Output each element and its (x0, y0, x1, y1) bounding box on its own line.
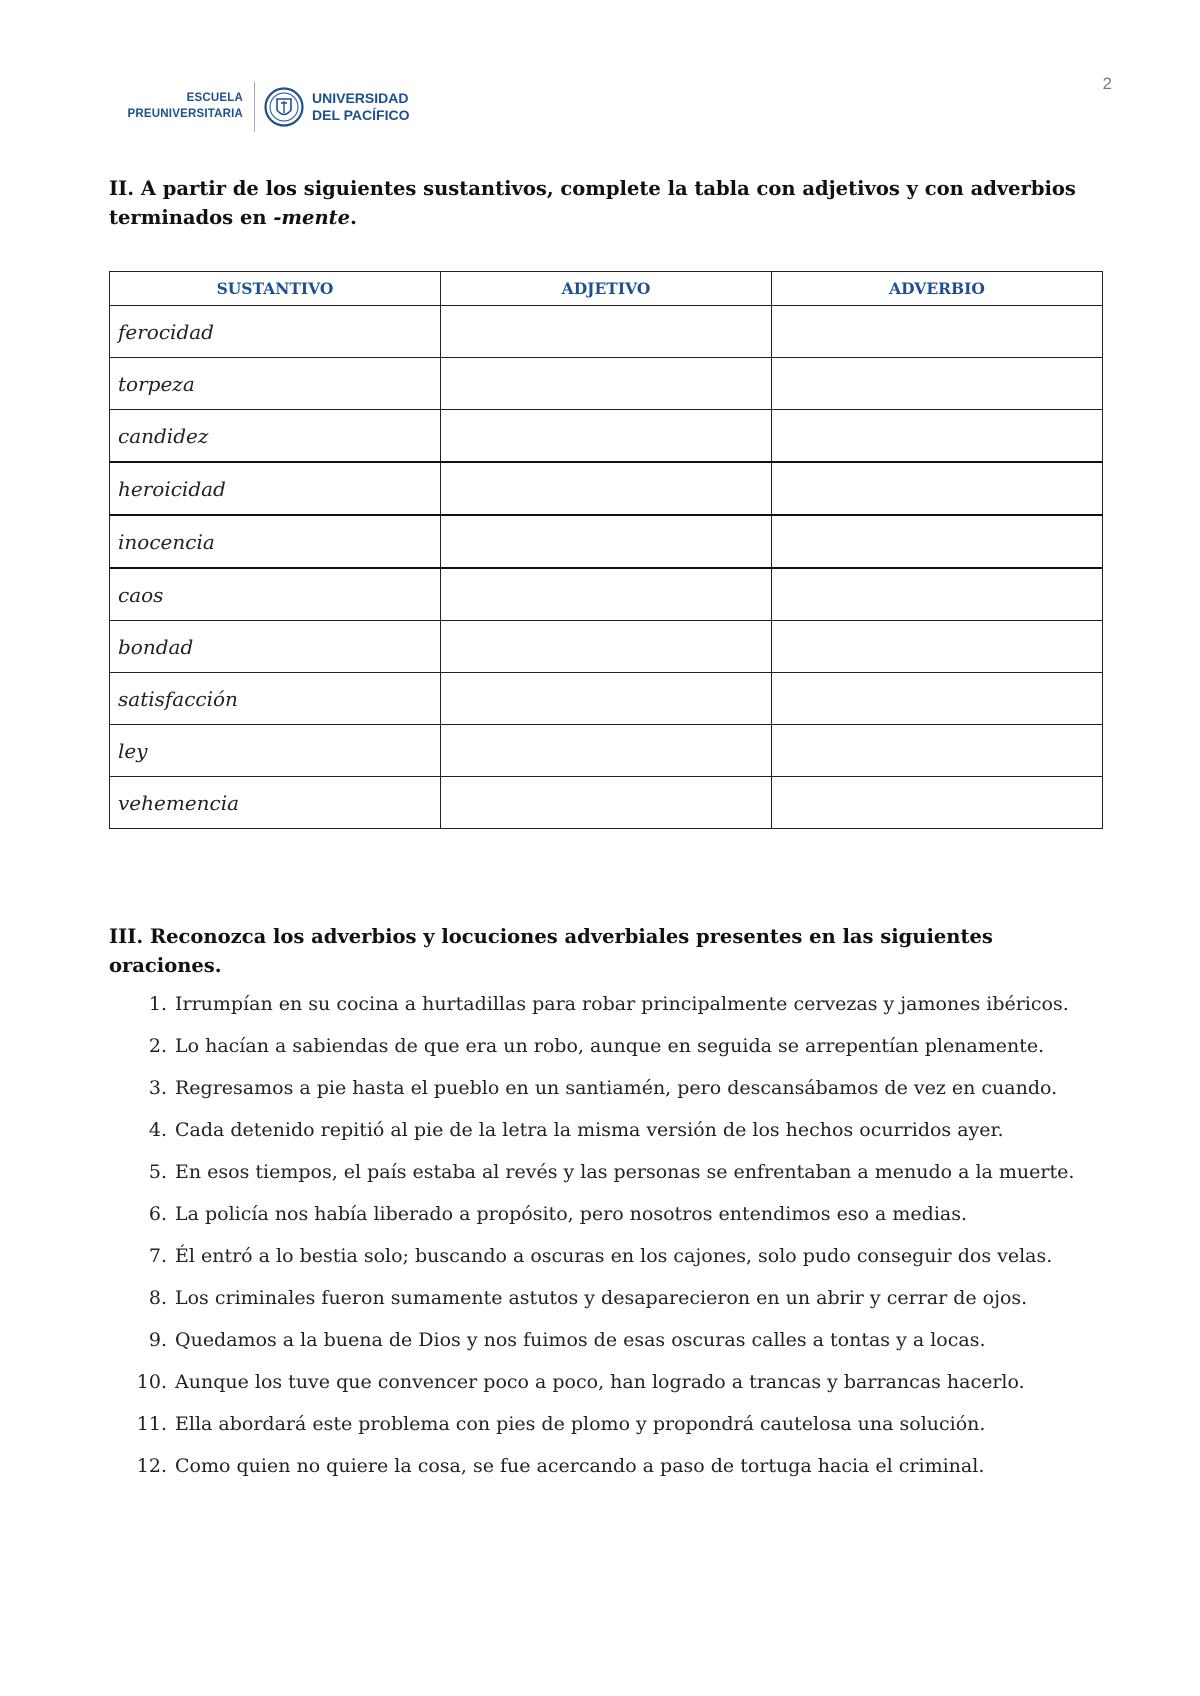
sentence-number: 3. (148, 1077, 167, 1099)
sentence-number: 2. (148, 1035, 167, 1057)
noun-cell: satisfacción (110, 673, 441, 725)
table-row (110, 515, 1103, 568)
noun-cell: ferocidad (110, 306, 441, 358)
sentence-text: Aunque los tuve que convencer poco a poco, han logrado a trancas y barrancas hacerlo. (175, 1371, 1025, 1393)
sentence-number: 7. (148, 1245, 167, 1267)
sentence-number: 8. (148, 1287, 167, 1309)
adjective-answer-cell[interactable] (441, 777, 772, 829)
sentence-number: 1. (148, 993, 167, 1015)
sentence-number: 4. (148, 1119, 167, 1141)
list-item (109, 1237, 1099, 1279)
table-row (110, 621, 1103, 673)
adverb-answer-cell[interactable] (772, 358, 1103, 410)
adverb-answer-cell[interactable] (772, 777, 1103, 829)
sentence-text: Como quien no quiere la cosa, se fue acercando a paso de tortuga hacia el criminal. (175, 1455, 985, 1477)
table-row (110, 725, 1103, 777)
adjective-answer-cell[interactable] (441, 358, 772, 410)
list-item (109, 1153, 1099, 1195)
adverb-answer-cell[interactable] (772, 515, 1103, 568)
sentence-list (109, 985, 1099, 1489)
word-formation-table (109, 271, 1103, 829)
sentence-text: Irrumpían en su cocina a hurtadillas para robar principalmente cervezas y jamones ibéricos. (175, 993, 1069, 1015)
adjective-answer-cell[interactable] (441, 410, 772, 463)
list-item (109, 1069, 1099, 1111)
list-item (109, 1405, 1099, 1447)
logo-right-line1: UNIVERSIDAD (312, 90, 409, 106)
adverb-answer-cell[interactable] (772, 568, 1103, 621)
sentence-number: 9. (148, 1329, 167, 1351)
adverb-answer-cell[interactable] (772, 621, 1103, 673)
table-header-row (110, 272, 1103, 306)
list-item (109, 1027, 1099, 1069)
section-ii-heading-suffix: -mente (273, 206, 351, 229)
noun-cell: caos (110, 568, 441, 621)
sentence-text: Regresamos a pie hasta el pueblo en un santiamén, pero descansábamos de vez en cuando. (175, 1077, 1058, 1099)
table-row (110, 410, 1103, 463)
sentence-text: Quedamos a la buena de Dios y nos fuimos de esas oscuras calles a tontas y a locas. (175, 1329, 986, 1351)
page-number: 2 (1102, 74, 1112, 93)
list-item (109, 1363, 1099, 1405)
sentence-number: 5. (148, 1161, 167, 1183)
section-ii-heading (109, 174, 1089, 232)
sentence-text: Él entró a lo bestia solo; buscando a oscuras en los cajones, solo pudo conseguir dos velas. (175, 1245, 1053, 1267)
sentence-number: 11. (136, 1413, 167, 1435)
list-item (109, 985, 1099, 1027)
adjective-answer-cell[interactable] (441, 306, 772, 358)
column-header-sustantivo: SUSTANTIVO (110, 272, 441, 306)
noun-cell: bondad (110, 621, 441, 673)
logo-school-name (118, 90, 243, 122)
adverb-answer-cell[interactable] (772, 306, 1103, 358)
table-row (110, 568, 1103, 621)
section-ii-heading-end: . (350, 206, 357, 229)
logo-left-line2: PREUNIVERSITARIA (127, 108, 243, 120)
list-item (109, 1279, 1099, 1321)
table-row (110, 358, 1103, 410)
sentence-text: Cada detenido repitió al pie de la letra la misma versión de los hechos ocurridos ayer. (175, 1119, 1004, 1141)
table-row (110, 777, 1103, 829)
adjective-answer-cell[interactable] (441, 462, 772, 515)
list-item (109, 1195, 1099, 1237)
table-row (110, 462, 1103, 515)
sentence-number: 6. (148, 1203, 167, 1225)
list-item (109, 1111, 1099, 1153)
adverb-answer-cell[interactable] (772, 462, 1103, 515)
noun-cell: inocencia (110, 515, 441, 568)
sentence-number: 10. (136, 1371, 167, 1393)
column-header-adjetivo: ADJETIVO (441, 272, 772, 306)
table-row (110, 306, 1103, 358)
adjective-answer-cell[interactable] (441, 568, 772, 621)
adverb-answer-cell[interactable] (772, 410, 1103, 463)
list-item (109, 1321, 1099, 1363)
sentence-text: En esos tiempos, el país estaba al revés y las personas se enfrentaban a menudo a la muerte. (175, 1161, 1075, 1183)
adverb-answer-cell[interactable] (772, 673, 1103, 725)
section-iii-heading: III. Reconozca los adverbios y locuciones adverbiales presentes en las siguientes oraciones. (109, 925, 993, 977)
university-logo (118, 80, 418, 136)
logo-divider (254, 82, 255, 132)
adjective-answer-cell[interactable] (441, 515, 772, 568)
adverb-answer-cell[interactable] (772, 725, 1103, 777)
list-item (109, 1447, 1099, 1489)
sentence-text: Ella abordará este problema con pies de plomo y propondrá cautelosa una solución. (175, 1413, 986, 1435)
logo-right-line2: DEL PACÍFICO (312, 107, 410, 123)
noun-cell: torpeza (110, 358, 441, 410)
table-row (110, 673, 1103, 725)
noun-cell: vehemencia (110, 777, 441, 829)
sentence-number: 12. (136, 1455, 167, 1477)
sentence-text: La policía nos había liberado a propósito, pero nosotros entendimos eso a medias. (175, 1203, 968, 1225)
university-seal-icon (264, 86, 304, 128)
logo-left-line1: ESCUELA (186, 92, 243, 104)
adjective-answer-cell[interactable] (441, 673, 772, 725)
logo-university-name (312, 90, 422, 124)
column-header-adverbio: ADVERBIO (772, 272, 1103, 306)
adjective-answer-cell[interactable] (441, 621, 772, 673)
sentence-text: Los criminales fueron sumamente astutos y desaparecieron en un abrir y cerrar de ojos. (175, 1287, 1028, 1309)
sentence-text: Lo hacían a sabiendas de que era un robo, aunque en seguida se arrepentían plenamente. (175, 1035, 1045, 1057)
noun-cell: candidez (110, 410, 441, 463)
adjective-answer-cell[interactable] (441, 725, 772, 777)
section-ii-heading-text: II. A partir de los siguientes sustantivos, complete la tabla con adjetivos y con adverbios terminados en (109, 177, 1076, 229)
noun-cell: heroicidad (110, 462, 441, 515)
noun-cell: ley (110, 725, 441, 777)
